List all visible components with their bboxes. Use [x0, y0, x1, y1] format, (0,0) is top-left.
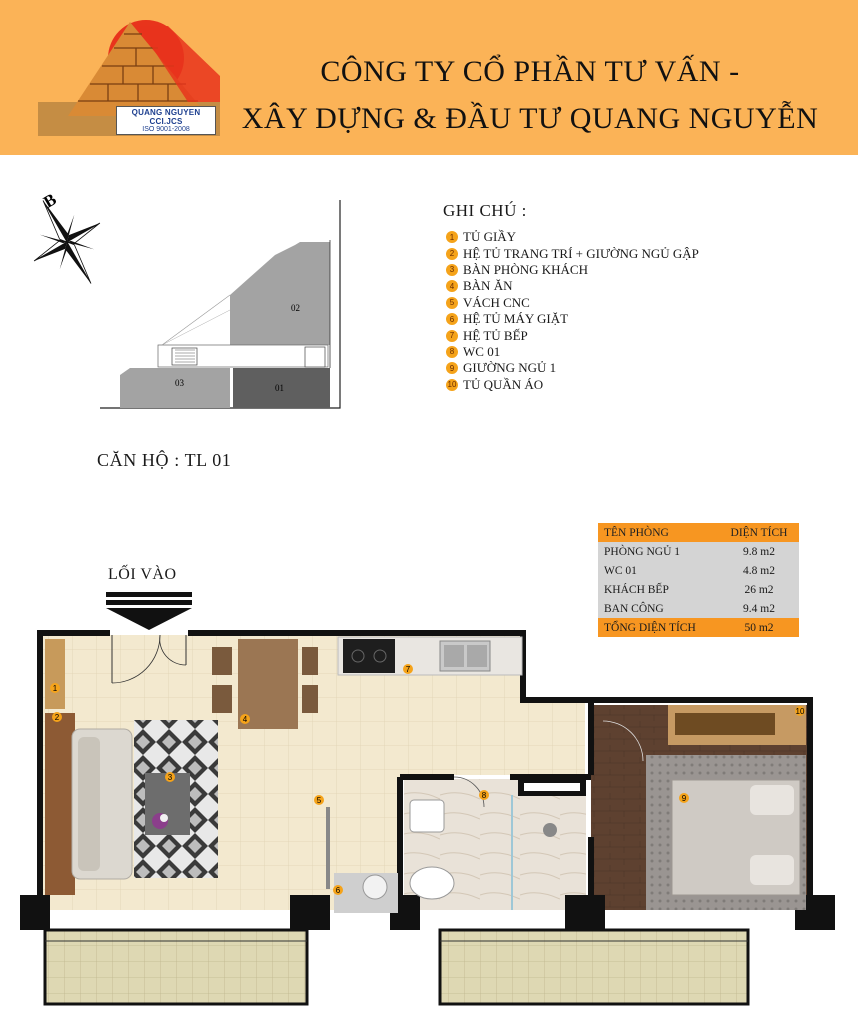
plan-marker: [314, 795, 324, 805]
note-item: [446, 344, 699, 360]
coffee-table: [145, 773, 190, 835]
svg-text:10: 10: [795, 707, 805, 716]
table-cell-room: BAN CÔNG: [598, 599, 719, 618]
note-item: [446, 377, 699, 393]
plan-marker: [479, 790, 489, 800]
wall-cabinet: [45, 713, 75, 895]
note-label: VÁCH CNC: [463, 294, 530, 310]
note-number-badge: 8: [446, 346, 458, 358]
svg-text:2: 2: [54, 713, 60, 722]
compass-north-label: B: [40, 189, 60, 212]
plan-marker: [795, 706, 805, 716]
table-total-area: 50 m2: [719, 618, 799, 637]
keyplan-unit-02: [230, 245, 330, 345]
note-number-badge: 10: [447, 380, 457, 390]
note-item: [446, 245, 699, 261]
note-number-badge: 5: [446, 297, 458, 309]
keyplan-label-03: 03: [175, 378, 184, 388]
note-item: [446, 327, 699, 343]
table-cell-area: 9.8 m2: [719, 542, 799, 561]
svg-text:4: 4: [242, 715, 248, 724]
balcony-right: [440, 930, 748, 1004]
note-item: [446, 311, 699, 327]
note-number-badge: 2: [446, 248, 458, 260]
north-compass-icon: [22, 180, 112, 290]
balcony-left: [45, 930, 307, 1004]
header-banner: [0, 0, 858, 155]
table-row: [598, 542, 799, 561]
logo-brand-text: QUANG NGUYEN CCI.JCS: [131, 108, 201, 126]
svg-text:6: 6: [335, 886, 341, 895]
keyplan-label-02: 02: [291, 303, 300, 313]
plan-marker: [165, 772, 175, 782]
table-header-area: DIỆN TÍCH: [719, 523, 799, 542]
apartment-label: CĂN HỘ : TL 01: [97, 450, 232, 470]
keyplan-label-01: 01: [275, 383, 284, 393]
note-label: HỆ TỦ BẾP: [463, 327, 528, 343]
company-name-line1: CÔNG TY CỔ PHẦN TƯ VẤN -: [320, 55, 740, 88]
plan-marker: [333, 885, 343, 895]
table-header-room: TÊN PHÒNG: [598, 523, 719, 542]
svg-text:5: 5: [316, 796, 322, 805]
note-label: BÀN ĂN: [463, 278, 513, 294]
table-cell-area: 4.8 m2: [719, 561, 799, 580]
table-cell-area: 9.4 m2: [719, 599, 799, 618]
plan-marker: [52, 712, 62, 722]
plan-marker: [50, 683, 60, 693]
svg-text:1: 1: [52, 684, 58, 693]
table-cell-room: WC 01: [598, 561, 719, 580]
note-label: TỦ QUẦN ÁO: [463, 376, 544, 392]
floor-plan: [0, 625, 858, 1024]
note-label: TỦ GIẦY: [463, 229, 517, 245]
table-cell-area: 26 m2: [719, 580, 799, 599]
plan-marker: [403, 664, 413, 674]
notes-title: GHI CHÚ :: [443, 201, 527, 220]
table-header-row: [598, 523, 799, 542]
company-name-line2: XÂY DỰNG & ĐẦU TƯ QUANG NGUYỄN: [241, 102, 819, 135]
note-label: GIƯỜNG NGỦ 1: [463, 360, 557, 376]
entry-label: LỐI VÀO: [108, 566, 177, 583]
company-logo: [38, 6, 220, 136]
svg-text:3: 3: [167, 773, 173, 782]
table-total-room: TỔNG DIỆN TÍCH: [598, 618, 719, 637]
table-row: [598, 561, 799, 580]
notes-list: [446, 229, 699, 393]
table-row: [598, 599, 799, 618]
note-label: HỆ TỦ MÁY GIẶT: [463, 311, 569, 327]
svg-text:7: 7: [405, 665, 411, 674]
note-label: WC 01: [463, 343, 501, 359]
note-item: [446, 360, 699, 376]
table-cell-room: PHÒNG NGỦ 1: [598, 542, 719, 561]
note-number-badge: 9: [446, 362, 458, 374]
note-number-badge: 4: [446, 280, 458, 292]
table-cell-room: KHÁCH BẾP: [598, 580, 719, 599]
svg-text:8: 8: [481, 791, 487, 800]
note-number-badge: 3: [446, 264, 458, 276]
note-label: BÀN PHÒNG KHÁCH: [463, 261, 588, 277]
svg-text:9: 9: [681, 794, 687, 803]
plan-marker: [240, 714, 250, 724]
key-plan-diagram: [100, 200, 350, 415]
table-row: [598, 580, 799, 599]
note-label: HỆ TỦ TRANG TRÍ + GIƯỜNG NGỦ GẬP: [463, 245, 699, 261]
logo-caption: [116, 106, 216, 135]
note-item: [446, 229, 699, 245]
cooktop: [343, 639, 395, 673]
cnc-partition: [326, 807, 330, 889]
note-number-badge: 1: [446, 231, 458, 243]
shoe-cabinet: [45, 639, 65, 709]
note-number-badge: 6: [446, 313, 458, 325]
note-number-badge: 7: [446, 330, 458, 342]
keyplan-unit-03: [120, 368, 230, 408]
logo-iso-text: ISO 9001-2008: [142, 126, 190, 133]
note-item: [446, 278, 699, 294]
area-table: [598, 523, 799, 637]
plan-marker: [679, 793, 689, 803]
note-item: [446, 262, 699, 278]
note-item: [446, 295, 699, 311]
